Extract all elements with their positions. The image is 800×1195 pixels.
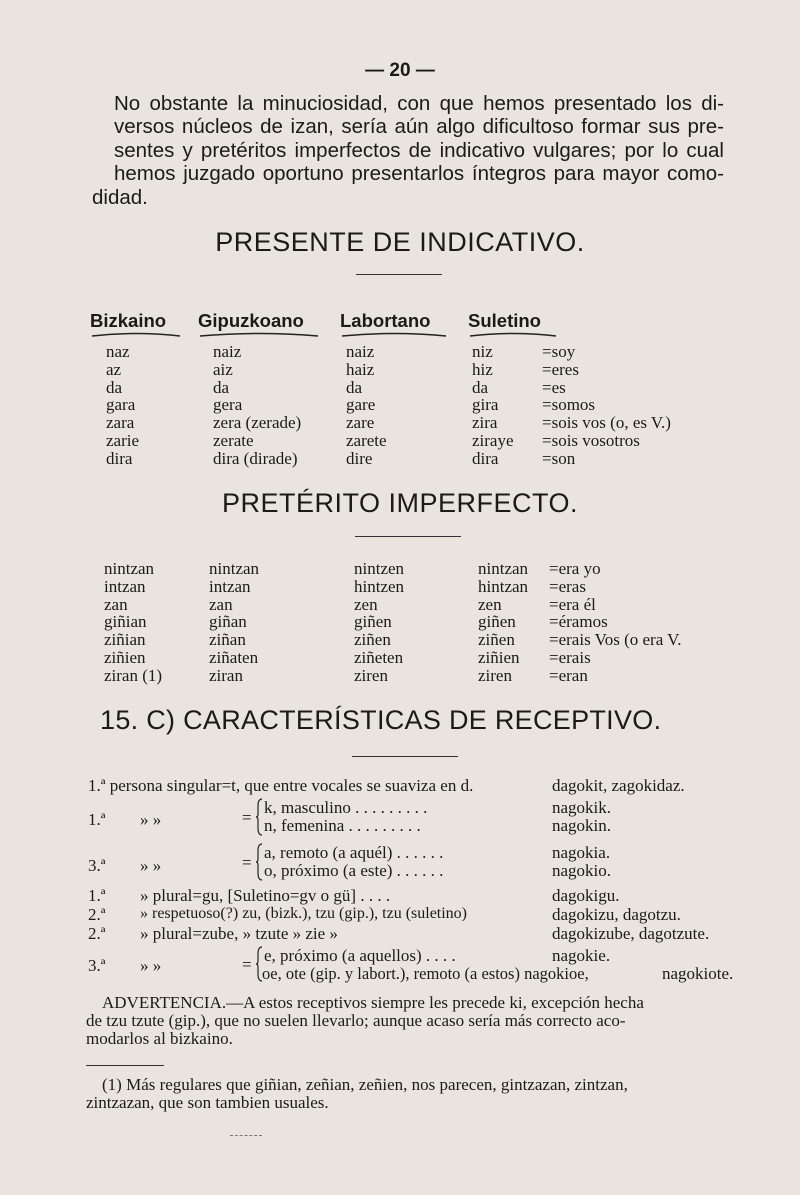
verb-form: az	[106, 359, 122, 379]
preterit-translation-column	[549, 560, 682, 685]
footnote-line: zintzazan, que son tambien usuales.	[86, 1093, 329, 1112]
column-header-suletino: Suletino	[468, 310, 558, 338]
verb-form: ziñien	[478, 647, 520, 667]
equals-brace: =	[242, 853, 252, 872]
verb-form: giñian	[104, 612, 147, 632]
flourish-icon	[468, 332, 558, 338]
column-header-gipuzkoano: Gipuzkoano	[198, 310, 320, 338]
translation: =eras	[549, 576, 586, 596]
ditto-marks: » »	[140, 956, 162, 975]
present-labortano-column	[346, 343, 387, 468]
verb-form: zen	[354, 594, 378, 614]
intro-line: No obstante la minuciosidad, con que hemos presentado los di-	[114, 92, 724, 115]
translation: =sois vosotros	[542, 430, 640, 450]
translation: =eres	[542, 359, 579, 379]
verb-form: zerate	[213, 430, 254, 450]
verb-form: ziren	[354, 665, 388, 685]
receptive-row-6: » plural=zube, » tzute » zie »	[140, 924, 338, 943]
intro-line: sentes y pretéritos imperfectos de indicativo vulgares; por lo cual	[114, 138, 724, 162]
row-number: 1.ª	[88, 810, 106, 829]
verb-form: giñan	[209, 612, 247, 632]
receptive-row-4: » plural=gu, [Suletino=gv o gü] . . . .	[140, 886, 391, 905]
section-15-title: 15. C) CARACTERÍSTICAS DE RECEPTIVO.	[100, 705, 662, 735]
receptive-row-5: » respetuoso(?) zu, (bizk.), tzu (gip.), tzu (suletino)	[140, 905, 468, 922]
receptive-example: nagokie.	[552, 946, 611, 965]
receptive-option: o, próximo (a este) . . . . . .	[264, 861, 444, 880]
verb-form: zira	[472, 413, 498, 433]
translation: =erais	[549, 647, 591, 667]
divider	[356, 274, 442, 275]
receptive-example: nagokio.	[552, 861, 612, 880]
intro-line: didad.	[92, 185, 148, 209]
receptive-example: nagokia.	[552, 843, 611, 862]
translation: =sois vos (o, es V.)	[542, 413, 671, 433]
intro-paragraph	[92, 92, 724, 209]
verb-form: gera	[213, 395, 243, 415]
dotted-mark	[230, 1135, 262, 1136]
verb-form: gira	[472, 395, 499, 415]
footnote-divider	[86, 1065, 164, 1066]
verb-form: ziran	[209, 665, 243, 685]
brace-icon	[255, 798, 263, 836]
ditto-marks: » »	[140, 856, 162, 875]
verb-form: zarete	[346, 430, 387, 450]
advertencia-paragraph	[86, 994, 732, 1048]
verb-form: ziran (1)	[104, 665, 163, 685]
verb-form: dira (dirade)	[213, 448, 298, 468]
translation: =son	[542, 448, 576, 468]
translation: =es	[542, 377, 566, 397]
verb-form: ziren	[478, 665, 512, 685]
verb-form: ziñan	[209, 630, 246, 650]
divider	[352, 756, 458, 757]
receptive-option: oe, ote (gip. y labort.), remoto (a estos) nagokioe,	[262, 964, 589, 983]
verb-form: zan	[209, 594, 233, 614]
verb-form: hintzen	[354, 576, 405, 596]
row-number: 2.ª	[88, 905, 106, 924]
verb-form: da	[472, 377, 489, 397]
preterit-gipuzkoano-column	[209, 560, 259, 685]
present-gipuzkoano-column	[213, 343, 301, 468]
ditto-marks: » »	[140, 810, 162, 829]
translation: =somos	[542, 395, 596, 415]
verb-form: zera (zerade)	[213, 413, 302, 433]
verb-form: zan	[104, 594, 128, 614]
column-header-bizkaino: Bizkaino	[90, 310, 182, 338]
verb-form: ziñien	[104, 647, 146, 667]
verb-form: zen	[478, 594, 502, 614]
brace-icon	[255, 843, 263, 881]
verb-form: gara	[106, 395, 136, 415]
receptive-option: a, remoto (a aquél) . . . . . .	[264, 843, 444, 862]
verb-form: ziñen	[478, 630, 515, 650]
verb-form: nintzan	[478, 559, 529, 578]
verb-form: dira	[472, 448, 499, 468]
verb-form: da	[213, 377, 230, 397]
verb-form: da	[346, 377, 363, 397]
receptive-option: n, femenina . . . . . . . . .	[264, 816, 421, 835]
receptive-example: dagokigu.	[552, 886, 620, 905]
verb-form: gare	[346, 395, 376, 415]
equals-brace: =	[242, 955, 252, 974]
verb-form: ziñen	[354, 630, 391, 650]
verb-form: zare	[346, 413, 375, 433]
preterit-suletino-column	[478, 560, 528, 685]
verb-form: zarie	[106, 430, 140, 450]
advertencia-line: de tzu tzute (gip.), que no suelen llevarlo; aunque acaso sería más correcto aco-	[86, 1011, 626, 1030]
equals-brace: =	[242, 808, 252, 827]
verb-form: haiz	[346, 359, 375, 379]
verb-form: naiz	[213, 342, 242, 361]
verb-form: zara	[106, 413, 135, 433]
flourish-icon	[198, 332, 320, 338]
receptive-option: k, masculino . . . . . . . . .	[264, 798, 428, 817]
verb-form: da	[106, 377, 123, 397]
footnote	[86, 1076, 732, 1112]
translation: =era él	[549, 594, 596, 614]
verb-form: ziraye	[472, 430, 514, 450]
flourish-icon	[340, 332, 448, 338]
verb-form: ziñian	[104, 630, 146, 650]
verb-form: ziñaten	[209, 647, 259, 667]
receptive-example: nagokik.	[552, 798, 612, 817]
footnote-line: (1) Más regulares que giñian, zeñian, zeñien, nos parecen, gintzazan, zintzan,	[102, 1075, 628, 1094]
advertencia-line: modarlos al bizkaino.	[86, 1029, 233, 1048]
receptive-example: nagokin.	[552, 816, 612, 835]
present-suletino-column	[472, 343, 514, 468]
verb-form: ziñeten	[354, 647, 404, 667]
receptive-example: dagokizu, dagotzu.	[552, 905, 681, 924]
receptive-row-1: 1.ª persona singular=t, que entre vocales se suaviza en d.	[88, 776, 474, 795]
verb-form: naz	[106, 342, 130, 361]
receptive-example: dagokit, zagokidaz.	[552, 776, 685, 795]
verb-form: intzan	[209, 576, 251, 596]
advertencia-line: ADVERTENCIA.—A estos receptivos siempre les precede ki, excepción hecha	[102, 993, 644, 1012]
column-header-labortano: Labortano	[340, 310, 448, 338]
translation: =eran	[549, 665, 588, 685]
receptive-option: e, próximo (a aquellos) . . . .	[264, 946, 456, 965]
row-number: 3.ª	[88, 956, 106, 975]
row-number: 1.ª	[88, 886, 106, 905]
divider	[355, 536, 461, 537]
verb-form: dire	[346, 448, 373, 468]
verb-form: nintzen	[354, 559, 405, 578]
row-number: 3.ª	[88, 856, 106, 875]
page-number: — 20 —	[365, 60, 435, 81]
row-number: 2.ª	[88, 924, 106, 943]
verb-form: aiz	[213, 359, 233, 379]
verb-form: giñen	[354, 612, 392, 632]
verb-form: hiz	[472, 359, 493, 379]
translation: =éramos	[549, 612, 608, 632]
translation: =era yo	[549, 559, 601, 578]
translation: =soy	[542, 342, 576, 361]
verb-form: nintzan	[104, 559, 155, 578]
heading-present: PRESENTE DE INDICATIVO.	[215, 227, 585, 257]
intro-line: versos núcleos de izan, sería aún algo dificultoso formar sus pre-	[114, 115, 724, 139]
preterit-bizkaino-column	[104, 560, 162, 685]
present-translation-column	[542, 343, 671, 468]
preterit-labortano-column	[354, 560, 404, 685]
receptive-example: nagokiote.	[662, 964, 734, 983]
present-bizkaino-column	[106, 343, 139, 468]
intro-line: hemos juzgado oportuno presentarlos íntegros para mayor como-	[114, 162, 724, 186]
receptive-example: dagokizube, dagotzute.	[552, 924, 710, 943]
verb-form: intzan	[104, 576, 146, 596]
verb-form: naiz	[346, 342, 375, 361]
verb-form: hintzan	[478, 576, 529, 596]
translation: =erais Vos (o era V.	[549, 630, 682, 650]
verb-form: dira	[106, 448, 133, 468]
verb-form: nintzan	[209, 559, 260, 578]
verb-form: giñen	[478, 612, 516, 632]
verb-form: niz	[472, 342, 493, 361]
heading-preterit: PRETÉRITO IMPERFECTO.	[221, 488, 579, 518]
flourish-icon	[90, 332, 182, 338]
